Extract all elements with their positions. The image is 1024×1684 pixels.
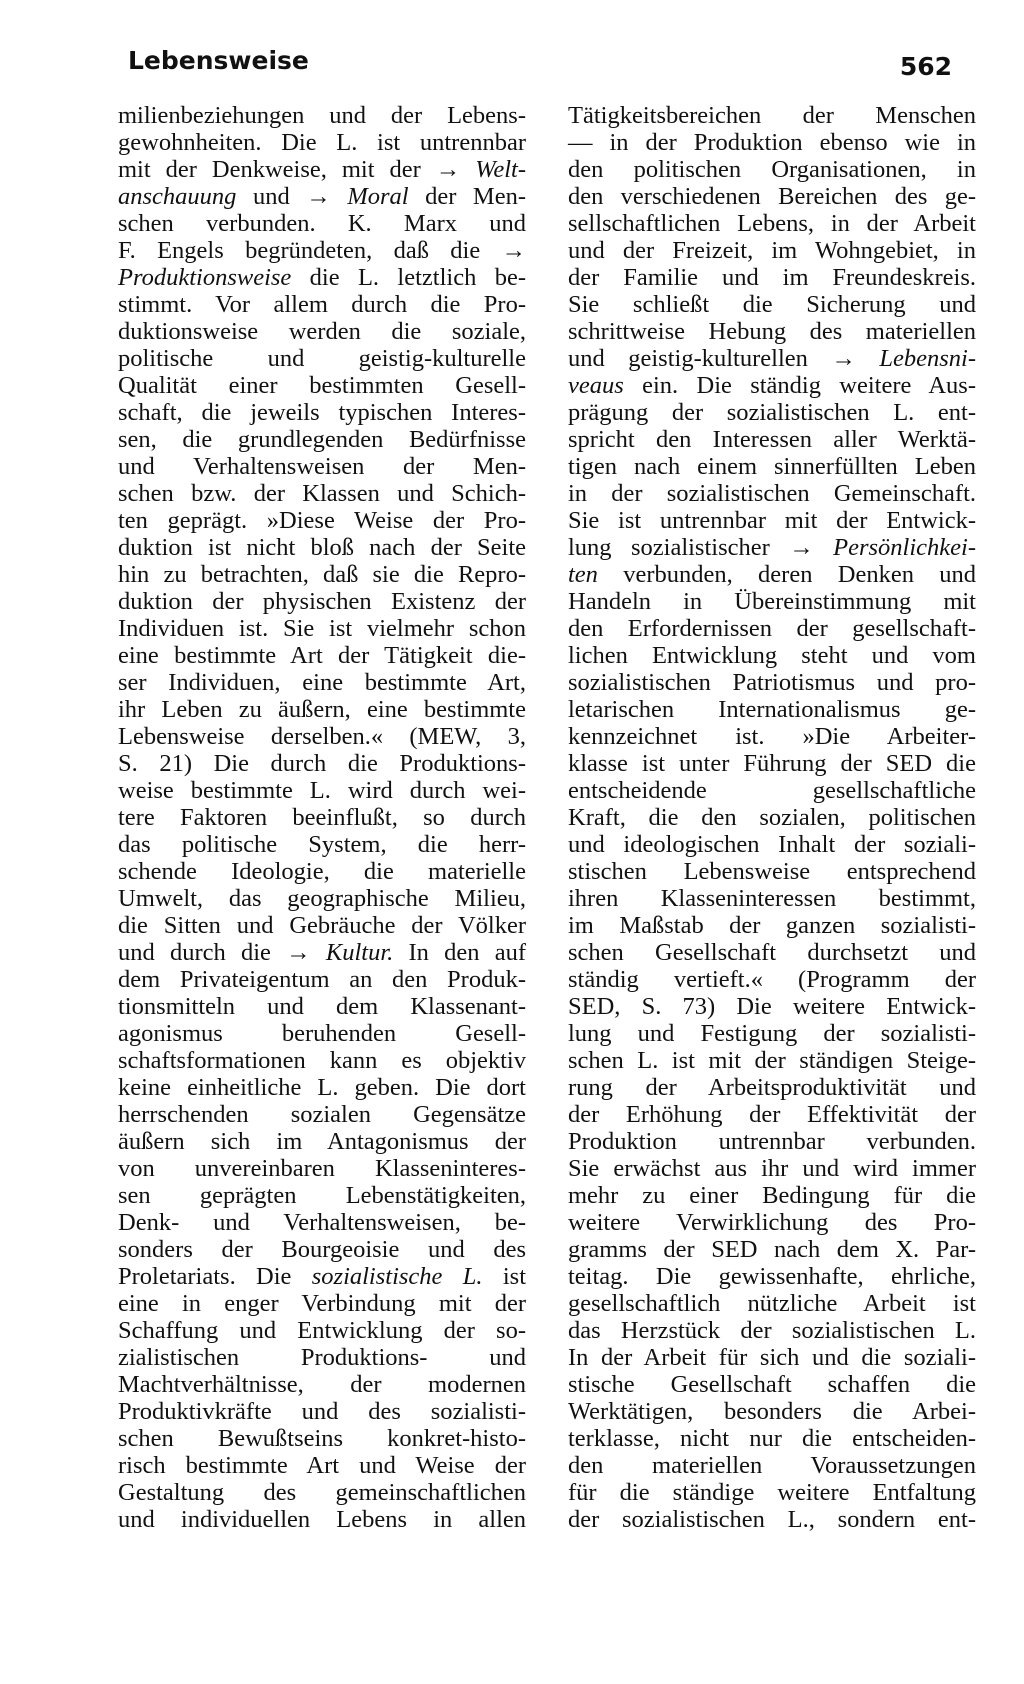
text-segment: Umwelt, das geographische Milieu, [118, 885, 526, 912]
text-segment: und Verhaltensweisen der Men- [118, 453, 526, 480]
text-segment: teitag. Die gewissenhafte, ehrliche, [568, 1263, 976, 1290]
text-segment: die Sitten und Gebräuche der Völker [118, 912, 526, 939]
text-line [118, 426, 526, 453]
text-line [568, 939, 976, 966]
text-line [568, 561, 976, 588]
text-segment: Denk- und Verhaltensweisen, be- [118, 1209, 526, 1236]
text-segment: tionsmitteln und dem Klassenant- [118, 993, 526, 1020]
text-segment: das politische System, die herr- [118, 831, 526, 858]
cross-reference-term: anschauung [118, 183, 237, 210]
cross-reference-term: sozialistische L. [311, 1263, 483, 1290]
text-line [118, 129, 526, 156]
text-line [118, 291, 526, 318]
text-line [118, 1182, 526, 1209]
text-line [568, 183, 976, 210]
text-segment: letarischen Internationalismus ge- [568, 696, 976, 723]
cross-reference-term: ten [568, 561, 598, 588]
text-line [568, 507, 976, 534]
text-segment: ist [482, 1263, 526, 1290]
text-segment: der Familie und im Freundeskreis. [568, 264, 976, 291]
text-segment: duktion ist nicht bloß nach der Seite [118, 534, 526, 561]
text-line [118, 1452, 526, 1479]
text-line [118, 1047, 526, 1074]
text-segment: in der sozialistischen Gemeinschaft. [568, 480, 976, 507]
text-segment: mit der Denkweise, mit der → [118, 156, 476, 183]
text-line [118, 237, 526, 264]
text-line [568, 804, 976, 831]
text-segment: Schaffung und Entwicklung der so- [118, 1317, 526, 1344]
cross-reference-term: Lebensni- [879, 345, 976, 372]
text-segment: rung der Arbeitsproduktivität und [568, 1074, 976, 1101]
text-line [118, 831, 526, 858]
text-segment: stischen Lebensweise entsprechend [568, 858, 976, 885]
cross-reference-term: Kultur. [325, 939, 394, 966]
text-segment: — in der Produktion ebenso wie in [568, 129, 976, 156]
text-segment: schen bzw. der Klassen und Schich- [118, 480, 526, 507]
text-line [118, 993, 526, 1020]
text-segment: gramms der SED nach dem X. Par- [568, 1236, 976, 1263]
text-line [568, 291, 976, 318]
text-segment: dem Privateigentum an den Produk- [118, 966, 526, 993]
text-line [568, 1047, 976, 1074]
text-line [568, 1290, 976, 1317]
text-line [568, 237, 976, 264]
text-segment: SED, S. 73) Die weitere Entwick- [568, 993, 976, 1020]
text-segment: Sie erwächst aus ihr und wird immer [568, 1155, 976, 1182]
text-segment: und durch die → [118, 939, 326, 966]
text-line [568, 642, 976, 669]
text-line [568, 318, 976, 345]
text-line [118, 399, 526, 426]
cross-reference-term: Produktionsweise [118, 264, 292, 291]
text-line [118, 750, 526, 777]
text-line [118, 804, 526, 831]
text-segment: schaft, die jeweils typischen Interes- [118, 399, 526, 426]
text-line [568, 210, 976, 237]
text-segment: stische Gesellschaft schaffen die [568, 1371, 976, 1398]
text-line [118, 534, 526, 561]
text-line [118, 1128, 526, 1155]
text-segment: Qualität einer bestimmten Gesell- [118, 372, 526, 399]
text-line [118, 1290, 526, 1317]
text-line [568, 777, 976, 804]
text-line [568, 129, 976, 156]
text-segment: und ideologischen Inhalt der soziali- [568, 831, 976, 858]
text-line [118, 507, 526, 534]
text-segment: Tätigkeitsbereichen der Menschen [568, 102, 976, 129]
text-segment: kennzeichnet ist. »Die Arbeiter- [568, 723, 976, 750]
text-line [568, 615, 976, 642]
text-line [118, 1371, 526, 1398]
text-line [568, 912, 976, 939]
text-line [118, 912, 526, 939]
text-line [568, 1074, 976, 1101]
text-segment: die L. letztlich be- [291, 264, 526, 291]
text-segment: klasse ist unter Führung der SED die [568, 750, 976, 777]
text-segment: gewohnheiten. Die L. ist untrennbar [118, 129, 526, 156]
text-segment: Lebensweise derselben.« (MEW, 3, [118, 723, 526, 750]
text-line [568, 696, 976, 723]
text-segment: den Erfordernissen der gesellschaft- [568, 615, 976, 642]
text-line [118, 372, 526, 399]
text-line [118, 102, 526, 129]
text-line [118, 1398, 526, 1425]
text-line [118, 1317, 526, 1344]
text-segment: schrittweise Hebung des materiellen [568, 318, 976, 345]
text-line [118, 1155, 526, 1182]
text-line [118, 588, 526, 615]
text-line [568, 480, 976, 507]
text-line [568, 372, 976, 399]
text-line [568, 345, 976, 372]
text-segment: lung und Festigung der sozialisti- [568, 1020, 976, 1047]
text-line [568, 750, 976, 777]
text-segment: stimmt. Vor allem durch die Pro- [118, 291, 526, 318]
text-segment: Machtverhältnisse, der modernen [118, 1371, 526, 1398]
text-line [118, 1344, 526, 1371]
text-segment: S. 21) Die durch die Produktions- [118, 750, 526, 777]
text-segment: den verschiedenen Bereichen des ge- [568, 183, 976, 210]
text-line [568, 858, 976, 885]
text-segment: In der Arbeit für sich und die soziali- [568, 1344, 976, 1371]
text-segment: ser Individuen, eine bestimmte Art, [118, 669, 526, 696]
text-line [568, 1398, 976, 1425]
text-segment: lung sozialistischer → [568, 534, 834, 561]
text-segment: Proletariats. Die [118, 1263, 312, 1290]
text-line [118, 966, 526, 993]
text-line [568, 1506, 976, 1533]
text-segment: hin zu betrachten, daß sie die Repro- [118, 561, 526, 588]
text-segment: schende Ideologie, die materielle [118, 858, 526, 885]
text-line [568, 1425, 976, 1452]
text-segment: der sozialistischen L., sondern ent- [568, 1506, 976, 1533]
text-segment: duktion der physischen Existenz der [118, 588, 526, 615]
text-line [118, 885, 526, 912]
text-column-right [568, 102, 976, 1533]
text-line [568, 669, 976, 696]
text-segment: Produktivkräfte und des sozialisti- [118, 1398, 526, 1425]
text-line [568, 1236, 976, 1263]
text-segment: keine einheitliche L. geben. Die dort [118, 1074, 526, 1101]
text-line [118, 1074, 526, 1101]
text-segment: und individuellen Lebens in allen [118, 1506, 526, 1533]
text-line [118, 318, 526, 345]
text-segment: entscheidende gesellschaftliche [568, 777, 976, 804]
text-line [568, 1020, 976, 1047]
text-segment: weitere Verwirklichung des Pro- [568, 1209, 976, 1236]
text-line [118, 1209, 526, 1236]
cross-reference-term: Moral [347, 183, 409, 210]
text-segment: gesellschaftlich nützliche Arbeit ist [568, 1290, 976, 1317]
text-segment: im Maßstab der ganzen sozialisti- [568, 912, 976, 939]
text-line [568, 1182, 976, 1209]
text-line [568, 426, 976, 453]
text-line [568, 453, 976, 480]
text-line [118, 480, 526, 507]
cross-reference-term: Persönlichkei- [833, 534, 976, 561]
text-segment: tere Faktoren beeinflußt, so durch [118, 804, 526, 831]
text-segment: äußern sich im Antagonismus der [118, 1128, 526, 1155]
text-segment: sen, die grundlegenden Bedürfnisse [118, 426, 526, 453]
text-line [568, 264, 976, 291]
text-segment: risch bestimmte Art und Weise der [118, 1452, 526, 1479]
text-segment: und → [236, 183, 348, 210]
text-segment: ein. Die ständig weitere Aus- [623, 372, 976, 399]
text-segment: weise bestimmte L. wird durch wei- [118, 777, 526, 804]
text-segment: den materiellen Voraussetzungen [568, 1452, 976, 1479]
text-segment: Kraft, die den sozialen, politischen [568, 804, 976, 831]
text-segment: sonders der Bourgeoisie und des [118, 1236, 526, 1263]
text-segment: und der Freizeit, im Wohngebiet, in [568, 237, 976, 264]
text-segment: schen L. ist mit der ständigen Steige- [568, 1047, 976, 1074]
text-segment: ständig vertieft.« (Programm der [568, 966, 976, 993]
text-line [568, 1263, 976, 1290]
text-line [118, 1236, 526, 1263]
text-segment: Produktion untrennbar verbunden. [568, 1128, 976, 1155]
text-line [118, 858, 526, 885]
text-segment: ihren Klasseninteressen bestimmt, [568, 885, 976, 912]
text-segment: mehr zu einer Bedingung für die [568, 1182, 976, 1209]
text-segment: spricht den Interessen aller Werktä- [568, 426, 976, 453]
text-line [568, 966, 976, 993]
text-line [568, 156, 976, 183]
text-segment: Werktätigen, besonders die Arbei- [568, 1398, 976, 1425]
text-line [118, 669, 526, 696]
text-line [568, 1344, 976, 1371]
text-segment: lichen Entwicklung steht und vom [568, 642, 976, 669]
cross-reference-term: Welt- [475, 156, 526, 183]
text-segment: eine bestimmte Art der Tätigkeit die- [118, 642, 526, 669]
text-line [568, 1479, 976, 1506]
text-line [568, 102, 976, 129]
text-segment: das Herzstück der sozialistischen L. [568, 1317, 976, 1344]
text-segment: herrschenden sozialen Gegensätze [118, 1101, 526, 1128]
text-segment: und geistig-kulturellen → [568, 345, 880, 372]
text-segment: F. Engels begründeten, daß die → [118, 237, 526, 264]
text-line [118, 183, 526, 210]
text-line [568, 1452, 976, 1479]
text-segment: schen Bewußtseins konkret-histo- [118, 1425, 526, 1452]
text-segment: Individuen ist. Sie ist vielmehr schon [118, 615, 526, 642]
page-number: 562 [899, 52, 952, 81]
text-line [118, 939, 526, 966]
text-line [568, 993, 976, 1020]
text-segment: verbunden, deren Denken und [597, 561, 976, 588]
text-line [118, 345, 526, 372]
text-segment: ten geprägt. »Diese Weise der Pro- [118, 507, 526, 534]
text-line [118, 777, 526, 804]
text-segment: den politischen Organisationen, in [568, 156, 976, 183]
text-line [568, 1317, 976, 1344]
text-segment: Sie schließt die Sicherung und [568, 291, 976, 318]
text-segment: In den auf [393, 939, 526, 966]
text-segment: agonismus beruhenden Gesell- [118, 1020, 526, 1047]
text-line [118, 642, 526, 669]
text-line [118, 264, 526, 291]
text-line [118, 1425, 526, 1452]
text-segment: der Erhöhung der Effektivität der [568, 1101, 976, 1128]
text-line [568, 1155, 976, 1182]
text-line [568, 1128, 976, 1155]
text-line [118, 561, 526, 588]
text-segment: Sie ist untrennbar mit der Entwick- [568, 507, 976, 534]
text-segment: zialistischen Produktions- und [118, 1344, 526, 1371]
text-line [118, 615, 526, 642]
text-segment: von unvereinbaren Klasseninteres- [118, 1155, 526, 1182]
text-line [118, 1263, 526, 1290]
text-segment: sellschaftlichen Lebens, in der Arbeit [568, 210, 976, 237]
text-segment: milienbeziehungen und der Lebens- [118, 102, 526, 129]
text-segment: duktionsweise werden die soziale, [118, 318, 526, 345]
text-segment: sen geprägten Lebenstätigkeiten, [118, 1182, 526, 1209]
running-header-title: Lebensweise [128, 46, 309, 75]
text-segment: Handeln in Übereinstimmung mit [568, 588, 976, 615]
text-segment: Gestaltung des gemeinschaftlichen [118, 1479, 526, 1506]
text-line [118, 156, 526, 183]
text-line [118, 1506, 526, 1533]
text-segment: politische und geistig-kulturelle [118, 345, 526, 372]
text-line [568, 1371, 976, 1398]
text-segment: schen verbunden. K. Marx und [118, 210, 526, 237]
text-line [568, 885, 976, 912]
text-segment: schen Gesellschaft durchsetzt und [568, 939, 976, 966]
text-line [568, 831, 976, 858]
text-line [118, 1020, 526, 1047]
text-segment: schaftsformationen kann es objektiv [118, 1047, 526, 1074]
text-segment: sozialistischen Patriotismus und pro- [568, 669, 976, 696]
text-segment: tigen nach einem sinnerfüllten Leben [568, 453, 976, 480]
text-column-left [118, 102, 526, 1533]
text-line [568, 1101, 976, 1128]
cross-reference-term: veaus [568, 372, 624, 399]
text-line [568, 723, 976, 750]
text-line [118, 210, 526, 237]
text-line [118, 696, 526, 723]
text-line [568, 588, 976, 615]
text-segment: der Men- [408, 183, 527, 210]
text-segment: terklasse, nicht nur die entscheiden- [568, 1425, 976, 1452]
text-line [118, 1101, 526, 1128]
text-segment: ihr Leben zu äußern, eine bestimmte [118, 696, 526, 723]
text-line [568, 534, 976, 561]
text-segment: prägung der sozialistischen L. ent- [568, 399, 976, 426]
text-line [568, 1209, 976, 1236]
text-line [118, 1479, 526, 1506]
text-line [568, 399, 976, 426]
text-line [118, 453, 526, 480]
text-segment: eine in enger Verbindung mit der [118, 1290, 526, 1317]
text-segment: für die ständige weitere Entfaltung [568, 1479, 976, 1506]
text-line [118, 723, 526, 750]
